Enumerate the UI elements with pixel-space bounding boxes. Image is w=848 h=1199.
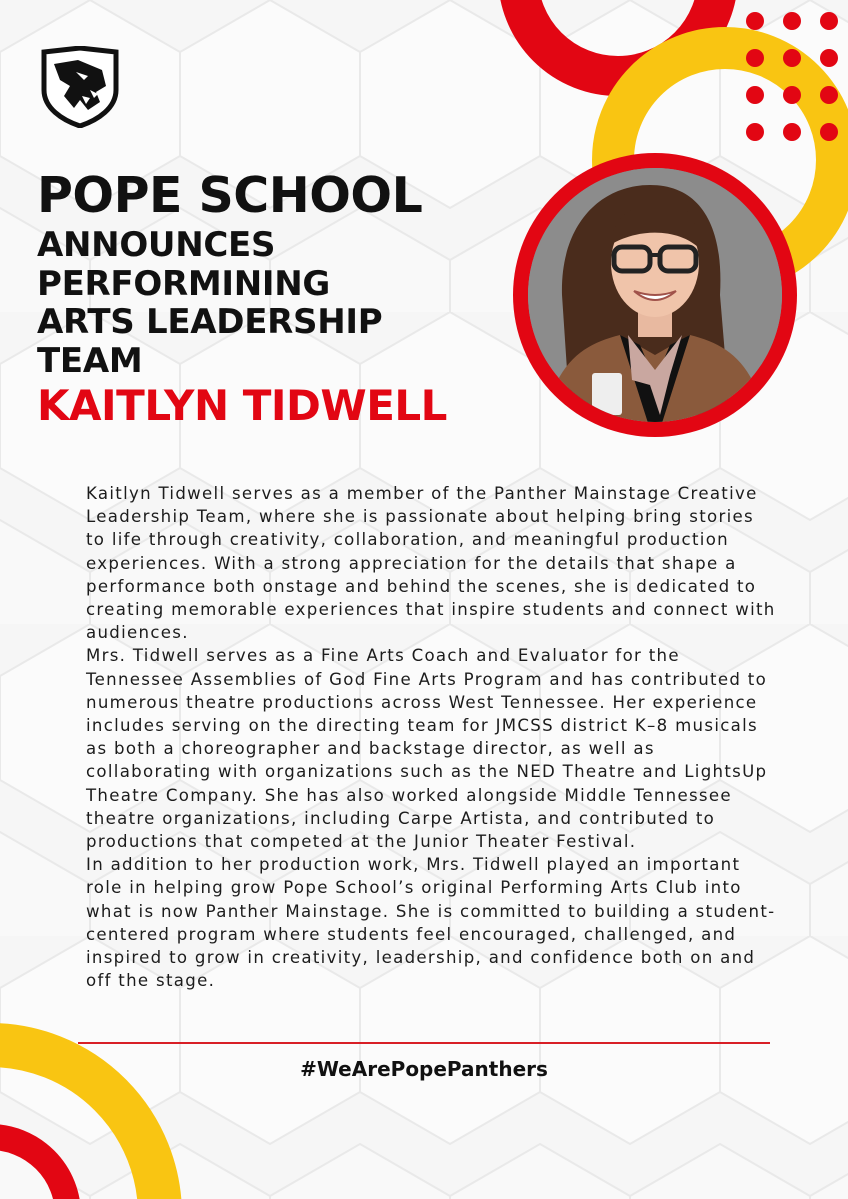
hashtag: #WeArePopePanthers [300,1057,548,1081]
honoree-name: KAITLYN TIDWELL [37,381,447,430]
announcement-line: ARTS LEADERSHIP [37,302,383,342]
announcement-line: PERFORMINING [37,263,330,304]
announcement-title [37,226,517,380]
divider-line [78,1042,770,1044]
announcement-line: TEAM [37,340,143,381]
announcement-line: ANNOUNCES [37,225,276,265]
bio-paragraph: Mrs. Tidwell serves as a Fine Arts Coach and Evaluator for the Tennessee Assemblies of God Fine Arts Program and has contributed to numerous theatre productions across West Tennessee. Her experience includes serving on the directing team for JMCSS district K–8 musicals as both a choreographer and backstage director, as well as collaborating with organizations such as the NED Theatre and LightsUp Theatre Company. She has also worked alongside Middle Tennessee theatre organizations, including Carpe Artista, and contributed to productions that competed at the Junior Theater Festival. [86,646,768,852]
headline [37,168,517,430]
portrait-photo [510,145,800,445]
bio-paragraph: In addition to her production work, Mrs. Tidwell played an important role in helping grow Pope School’s original Performing Arts Club into what is now Panther Mainstage. She is committed to building a student-centered program where students feel encouraged, challenged, and inspired to grow in creativity, leadership, and confidence both on and off the stage. [86,855,776,991]
red-corner-arc [0,1137,68,1199]
bio-paragraph: Kaitlyn Tidwell serves as a member of the Panther Mainstage Creative Leadership Team, where she is passionate about helping bring stories to life through creativity, collaboration, and meaningful production experiences. With a strong appreciation for the details that shape a performance both onstage and behind the scenes, she is dedicated to creating memorable experiences that inspire students and connect with audiences. [86,484,776,643]
panther-shield-icon [40,46,120,128]
biography [86,482,776,992]
school-title: POPE SCHOOL [37,167,423,224]
